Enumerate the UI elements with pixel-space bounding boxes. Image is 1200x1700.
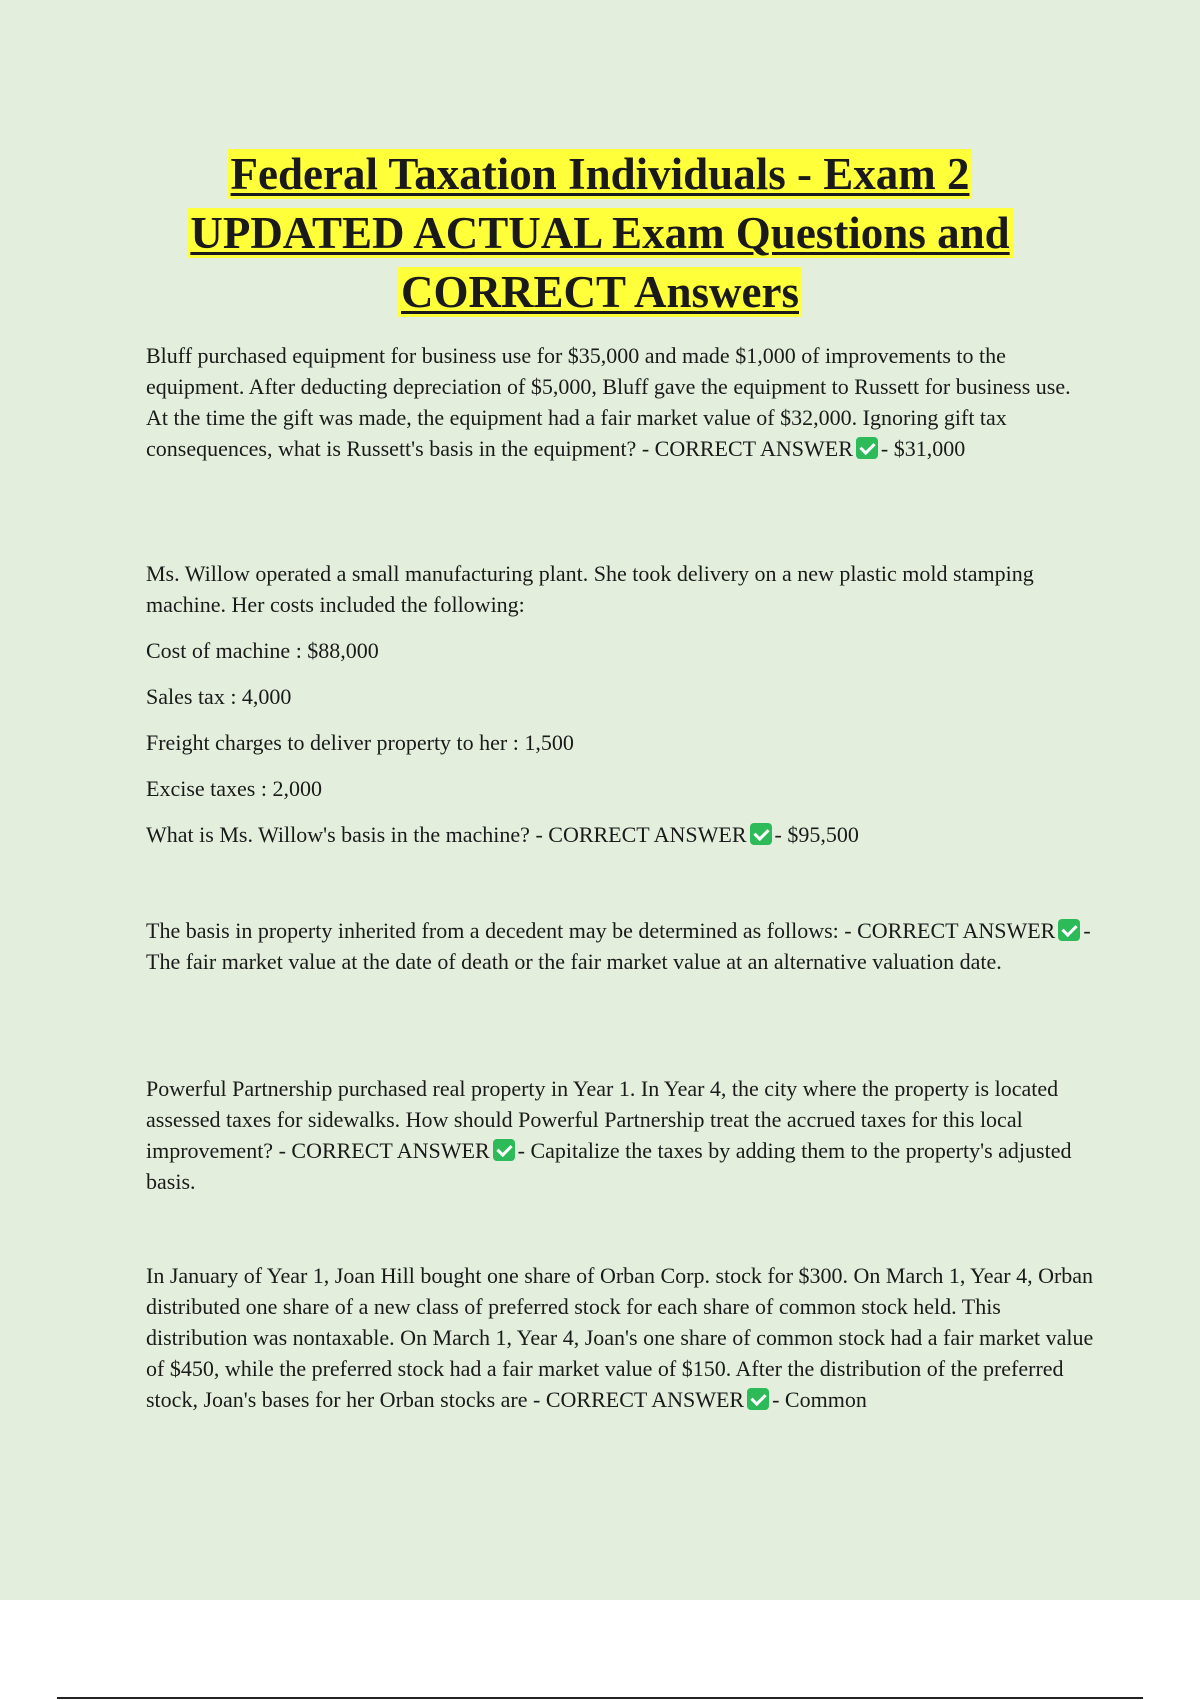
answer-1-text: - $31,000: [880, 436, 966, 461]
title-line-1: Federal Taxation Individuals - Exam 2: [228, 149, 973, 199]
document-title: [100, 145, 1100, 322]
question-5-text: In January of Year 1, Joan Hill bought one share of Orban Corp. stock for $300. On March 1, Year 4, Orban distributed one share of a new class of preferred stock for each share of common stock held. This distribution was nontaxable. On March 1, Year 4, Joan's one share of common stock had a fair market value of $450, while the preferred stock had a fair market value of $150. After the distribution of the preferred stock, Joan's bases for her Orban stocks are - CORRECT ANSWER: [146, 1263, 1094, 1412]
question-1: [146, 340, 1096, 464]
question-block-4: [146, 1073, 1096, 1197]
title-line-2: UPDATED ACTUAL Exam Questions and: [187, 208, 1012, 258]
question-5: [146, 1260, 1096, 1415]
check-icon: [493, 1139, 515, 1161]
question-2-intro: Ms. Willow operated a small manufacturing plant. She took delivery on a new plastic mold stamping machine. Her costs included the following:: [146, 561, 1034, 617]
question-3-text: The basis in property inherited from a decedent may be determined as follows: - CORRECT ANSWER: [146, 918, 1056, 943]
question-block-5: [146, 1260, 1096, 1415]
question-2: [146, 819, 1096, 850]
question-1-text: Bluff purchased equipment for business use for $35,000 and made $1,000 of improvements to the equipment. After deducting depreciation of $5,000, Bluff gave the equipment to Russett for business use. At the time the gift was made, the equipment had a fair market value of $32,000. Ignoring gift tax consequences, what is Russett's basis in the equipment? - CORRECT ANSWER: [146, 343, 1071, 461]
question-3: [146, 915, 1096, 977]
footer-divider: [57, 1697, 1143, 1699]
answer-2-text: - $95,500: [774, 822, 859, 847]
cost-item-excise: Excise taxes : 2,000: [146, 776, 322, 801]
question-block-2: [146, 558, 1096, 850]
answer-4-text: - Capitalize the taxes by adding them to the property's adjusted basis.: [146, 1138, 1072, 1194]
cost-item-sales-tax: Sales tax : 4,000: [146, 684, 292, 709]
title-line-3: CORRECT Answers: [398, 267, 802, 317]
check-icon: [856, 437, 878, 459]
cost-item-machine: Cost of machine : $88,000: [146, 638, 379, 663]
check-icon: [747, 1388, 769, 1410]
answer-5-text: - Common: [772, 1387, 867, 1412]
question-block-1: [146, 340, 1096, 464]
question-2-text: What is Ms. Willow's basis in the machine? - CORRECT ANSWER: [146, 822, 747, 847]
cost-item-freight: Freight charges to deliver property to her : 1,500: [146, 730, 574, 755]
question-block-3: [146, 915, 1096, 977]
answer-3-text: - The fair market value at the date of death or the fair market value at an alternative valuation date.: [146, 918, 1091, 974]
question-4-text: Powerful Partnership purchased real property in Year 1. In Year 4, the city where the property is located assessed taxes for sidewalks. How should Powerful Partnership treat the accrued taxes for this local improvement? - CORRECT ANSWER: [146, 1076, 1059, 1163]
check-icon: [1058, 919, 1080, 941]
check-icon: [750, 823, 772, 845]
question-4: [146, 1073, 1096, 1197]
